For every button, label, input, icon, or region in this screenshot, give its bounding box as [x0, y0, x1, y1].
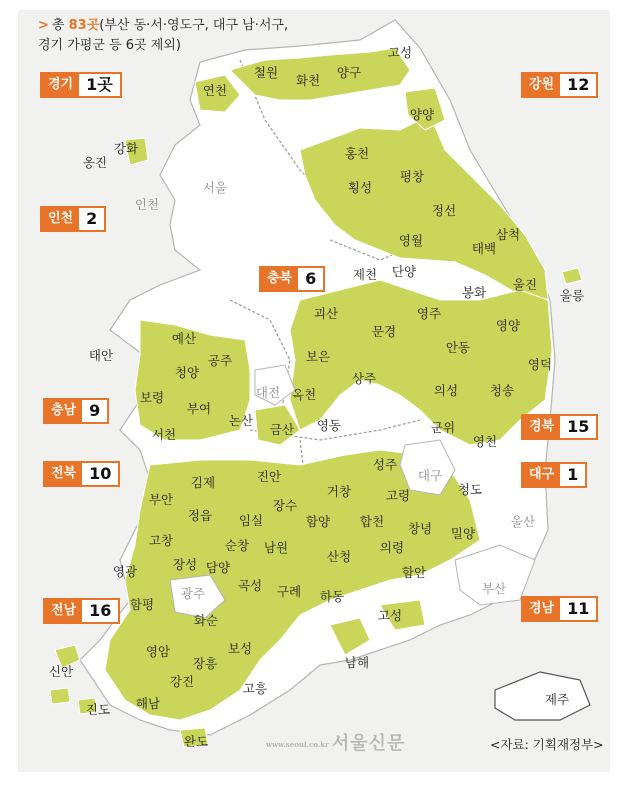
place-label: 강진 — [169, 674, 195, 689]
place-label: 부안 — [148, 492, 174, 507]
place-label: 화순 — [193, 613, 219, 628]
place-label: 양구 — [336, 65, 362, 80]
place-label: 화천 — [295, 73, 321, 88]
place-label: 고령 — [385, 488, 411, 503]
place-label: 곡성 — [237, 578, 263, 593]
place-label: 함양 — [305, 514, 331, 529]
badge-daegu: 대구 1 — [521, 462, 587, 488]
place-label: 태백 — [471, 241, 497, 256]
place-label: 단양 — [391, 264, 417, 279]
source-note: <자료: 기획재정부> — [490, 737, 604, 752]
badge-gangwon: 강원 12 — [521, 72, 598, 98]
header-total: 83곳 — [68, 18, 100, 33]
place-label: 횡성 — [347, 180, 373, 195]
place-label: 보은 — [305, 349, 331, 364]
place-label: 장수 — [272, 498, 298, 513]
place-label: 하동 — [319, 589, 345, 604]
place-label: 영암 — [145, 644, 171, 659]
place-label: 의성 — [433, 383, 459, 398]
metro-label: 대구 — [417, 468, 443, 483]
place-label: 평창 — [399, 169, 425, 184]
place-label: 상주 — [351, 371, 377, 386]
place-label: 영광 — [112, 564, 138, 579]
place-label: 남원 — [263, 540, 289, 555]
place-label: 밀양 — [450, 526, 476, 541]
place-label: 정읍 — [187, 508, 213, 523]
metro-label: 울산 — [510, 514, 536, 529]
place-label: 보령 — [139, 390, 165, 405]
place-label: 의령 — [379, 540, 405, 555]
badge-incheon: 인천 2 — [40, 206, 106, 232]
place-label: 창녕 — [407, 521, 433, 536]
place-label: 부여 — [186, 401, 212, 416]
place-label: 거창 — [326, 484, 352, 499]
place-label: 합천 — [359, 514, 385, 529]
map-header — [38, 16, 398, 56]
metro-label: 서울 — [202, 180, 228, 195]
place-label: 연천 — [202, 83, 228, 98]
place-label: 구례 — [276, 584, 302, 599]
place-label: 청도 — [457, 482, 483, 497]
place-label: 영양 — [495, 318, 521, 333]
place-label: 봉화 — [461, 285, 487, 300]
place-label: 함평 — [129, 597, 155, 612]
place-label: 제주 — [544, 692, 570, 707]
metro-label: 대전 — [255, 385, 281, 400]
place-label: 완도 — [183, 734, 209, 749]
place-label: 고성 — [377, 608, 403, 623]
badge-chungbuk: 충북 6 — [259, 266, 325, 292]
badge-jeonnam: 전남 16 — [43, 598, 120, 624]
place-label: 영월 — [398, 233, 424, 248]
metro-label: 부산 — [481, 581, 507, 596]
place-label: 고흥 — [242, 681, 268, 696]
place-label: 성주 — [372, 457, 398, 472]
badge-jeonbuk: 전북 10 — [43, 461, 120, 487]
place-label: 안동 — [445, 340, 471, 355]
place-label: 담양 — [205, 560, 231, 575]
place-label: 철원 — [253, 65, 279, 80]
place-label: 옥천 — [291, 387, 317, 402]
publisher-logo: www.seoul.co.kr 서울신문 — [266, 733, 406, 754]
place-label: 진도 — [85, 702, 111, 717]
place-label: 영주 — [416, 306, 442, 321]
place-label: 군위 — [430, 420, 456, 435]
metro-label: 인천 — [134, 197, 160, 212]
place-label: 청양 — [174, 365, 200, 380]
place-label: 청송 — [489, 383, 515, 398]
jeju-island — [495, 672, 590, 720]
place-label: 양양 — [409, 107, 435, 122]
place-label: 태안 — [88, 348, 114, 363]
header-line1-rest: (부산 동·서·영도구, 대구 남·서구, — [99, 18, 289, 33]
badge-chungnam: 충남 9 — [43, 398, 109, 424]
place-label: 문경 — [371, 324, 397, 339]
header-arrow-icon: > — [38, 18, 49, 33]
header-line2: 경기 가평군 등 6곳 제외) — [38, 38, 181, 53]
place-label: 옹진 — [82, 155, 108, 170]
place-label: 해남 — [135, 696, 161, 711]
badge-gyeongnam: 경남 11 — [521, 596, 598, 622]
place-label: 강화 — [113, 141, 139, 156]
header-prefix: 총 — [51, 18, 65, 33]
place-label: 제천 — [352, 267, 378, 282]
place-label: 산청 — [326, 549, 352, 564]
place-label: 괴산 — [313, 306, 339, 321]
place-label: 보성 — [227, 641, 253, 656]
place-label: 울진 — [512, 277, 538, 292]
place-label: 서천 — [151, 427, 177, 442]
badge-gyeongbuk: 경북 15 — [521, 414, 598, 440]
place-label: 영동 — [316, 418, 342, 433]
badge-gyeonggi: 경기 1곳 — [40, 72, 122, 98]
place-label: 공주 — [207, 353, 233, 368]
place-label: 홍천 — [344, 146, 370, 161]
metro-label: 광주 — [180, 586, 206, 601]
place-label: 김제 — [190, 475, 216, 490]
place-label: 논산 — [228, 413, 254, 428]
place-label: 영덕 — [527, 357, 553, 372]
place-label: 남해 — [344, 655, 370, 670]
place-label: 울릉 — [559, 288, 585, 303]
place-label: 함안 — [401, 565, 427, 580]
place-label: 순창 — [224, 538, 250, 553]
place-label: 금산 — [269, 422, 295, 437]
place-label: 장흥 — [192, 656, 218, 671]
place-label: 정선 — [431, 203, 457, 218]
place-label: 진안 — [256, 469, 282, 484]
place-label: 영천 — [472, 434, 498, 449]
place-label: 임실 — [238, 513, 264, 528]
place-label: 예산 — [171, 331, 197, 346]
place-label: 삼척 — [495, 227, 521, 242]
place-label: 고성 — [387, 45, 413, 60]
ulleung-island — [562, 268, 582, 284]
place-label: 장성 — [172, 557, 198, 572]
place-label: 신안 — [48, 664, 74, 679]
place-label: 고창 — [148, 533, 174, 548]
